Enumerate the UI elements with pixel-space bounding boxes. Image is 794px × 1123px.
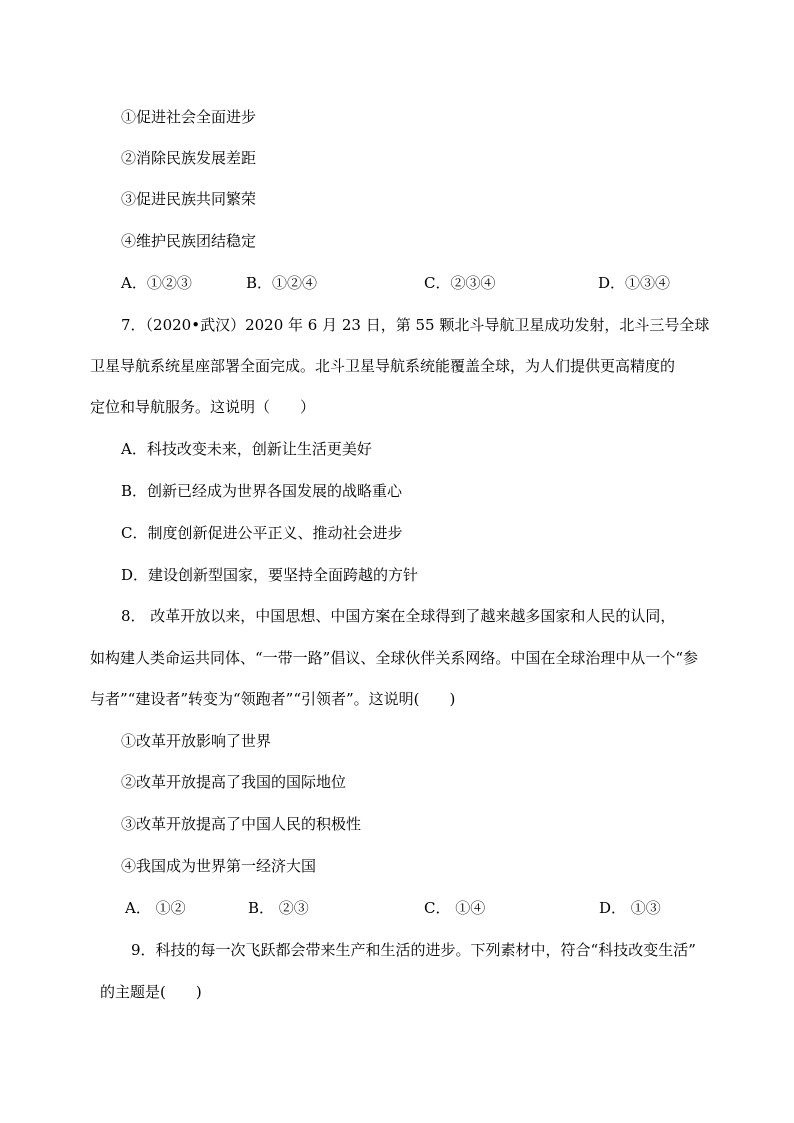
q8-option-b: B． ②③ (248, 899, 309, 917)
q8-stem-line-1: 8． 改革开放以来，中国思想、中国方案在全球得到了越来越多国家和人民的认同， (121, 607, 676, 625)
q8-stem-line-2: 如构建人类命运共同体、“一带一路”倡议、全球伙伴关系网络。中国在全球治理中从一个“参 (90, 649, 699, 667)
q8-statement-1: ①改革开放影响了世界 (121, 732, 272, 750)
q7-stem-line-2: 卫星导航系统星座部署全面完成。北斗卫星导航系统能覆盖全球，为人们提供更高精度的 (90, 357, 676, 375)
q8-statement-2: ②改革开放提高了我国的国际地位 (121, 773, 347, 791)
q8-statement-3: ③改革开放提高了中国人民的积极性 (121, 815, 362, 833)
q6-statement-4: ④维护民族团结稳定 (121, 232, 257, 250)
q7-option-c: C．制度创新促进公平正义、推动社会进步 (121, 524, 403, 542)
q6-statement-1: ①促进社会全面进步 (121, 108, 257, 126)
q9-stem-line-1: 9．科技的每一次飞跃都会带来生产和生活的进步。下列素材中，符合“科技改变生活” (131, 941, 696, 959)
q7-stem-line-1: 7．（2020•武汉）2020 年 6 月 23 日，第 55 颗北斗导航卫星成功发射，北斗三号全球 (121, 316, 710, 334)
q8-option-c: C． ①④ (424, 899, 486, 917)
q8-option-d: D． ①③ (599, 899, 661, 917)
q6-option-b: B．①②④ (246, 274, 318, 292)
q7-stem-line-3: 定位和导航服务。这说明（ ） (90, 398, 316, 416)
q8-statement-4: ④我国成为世界第一经济大国 (121, 857, 317, 875)
q7-option-d: D．建设创新型国家，要坚持全面跨越的方针 (121, 566, 419, 584)
q7-option-b: B．创新已经成为世界各国发展的战略重心 (121, 482, 403, 500)
q8-stem-line-3: 与者”“建设者”转变为“领跑者”“引领者”。这说明( ) (90, 690, 456, 708)
q6-option-d: D．①③④ (598, 274, 671, 292)
q6-statement-3: ③促进民族共同繁荣 (121, 190, 257, 208)
q6-option-c: C．②③④ (424, 274, 496, 292)
q8-option-a: A． ①② (125, 899, 186, 917)
q6-option-a: A．①②③ (121, 274, 192, 292)
q7-option-a: A．科技改变未来，创新让生活更美好 (121, 440, 372, 458)
q6-statement-2: ②消除民族发展差距 (121, 149, 257, 167)
q9-stem-line-2: 的主题是( ) (100, 983, 202, 1001)
